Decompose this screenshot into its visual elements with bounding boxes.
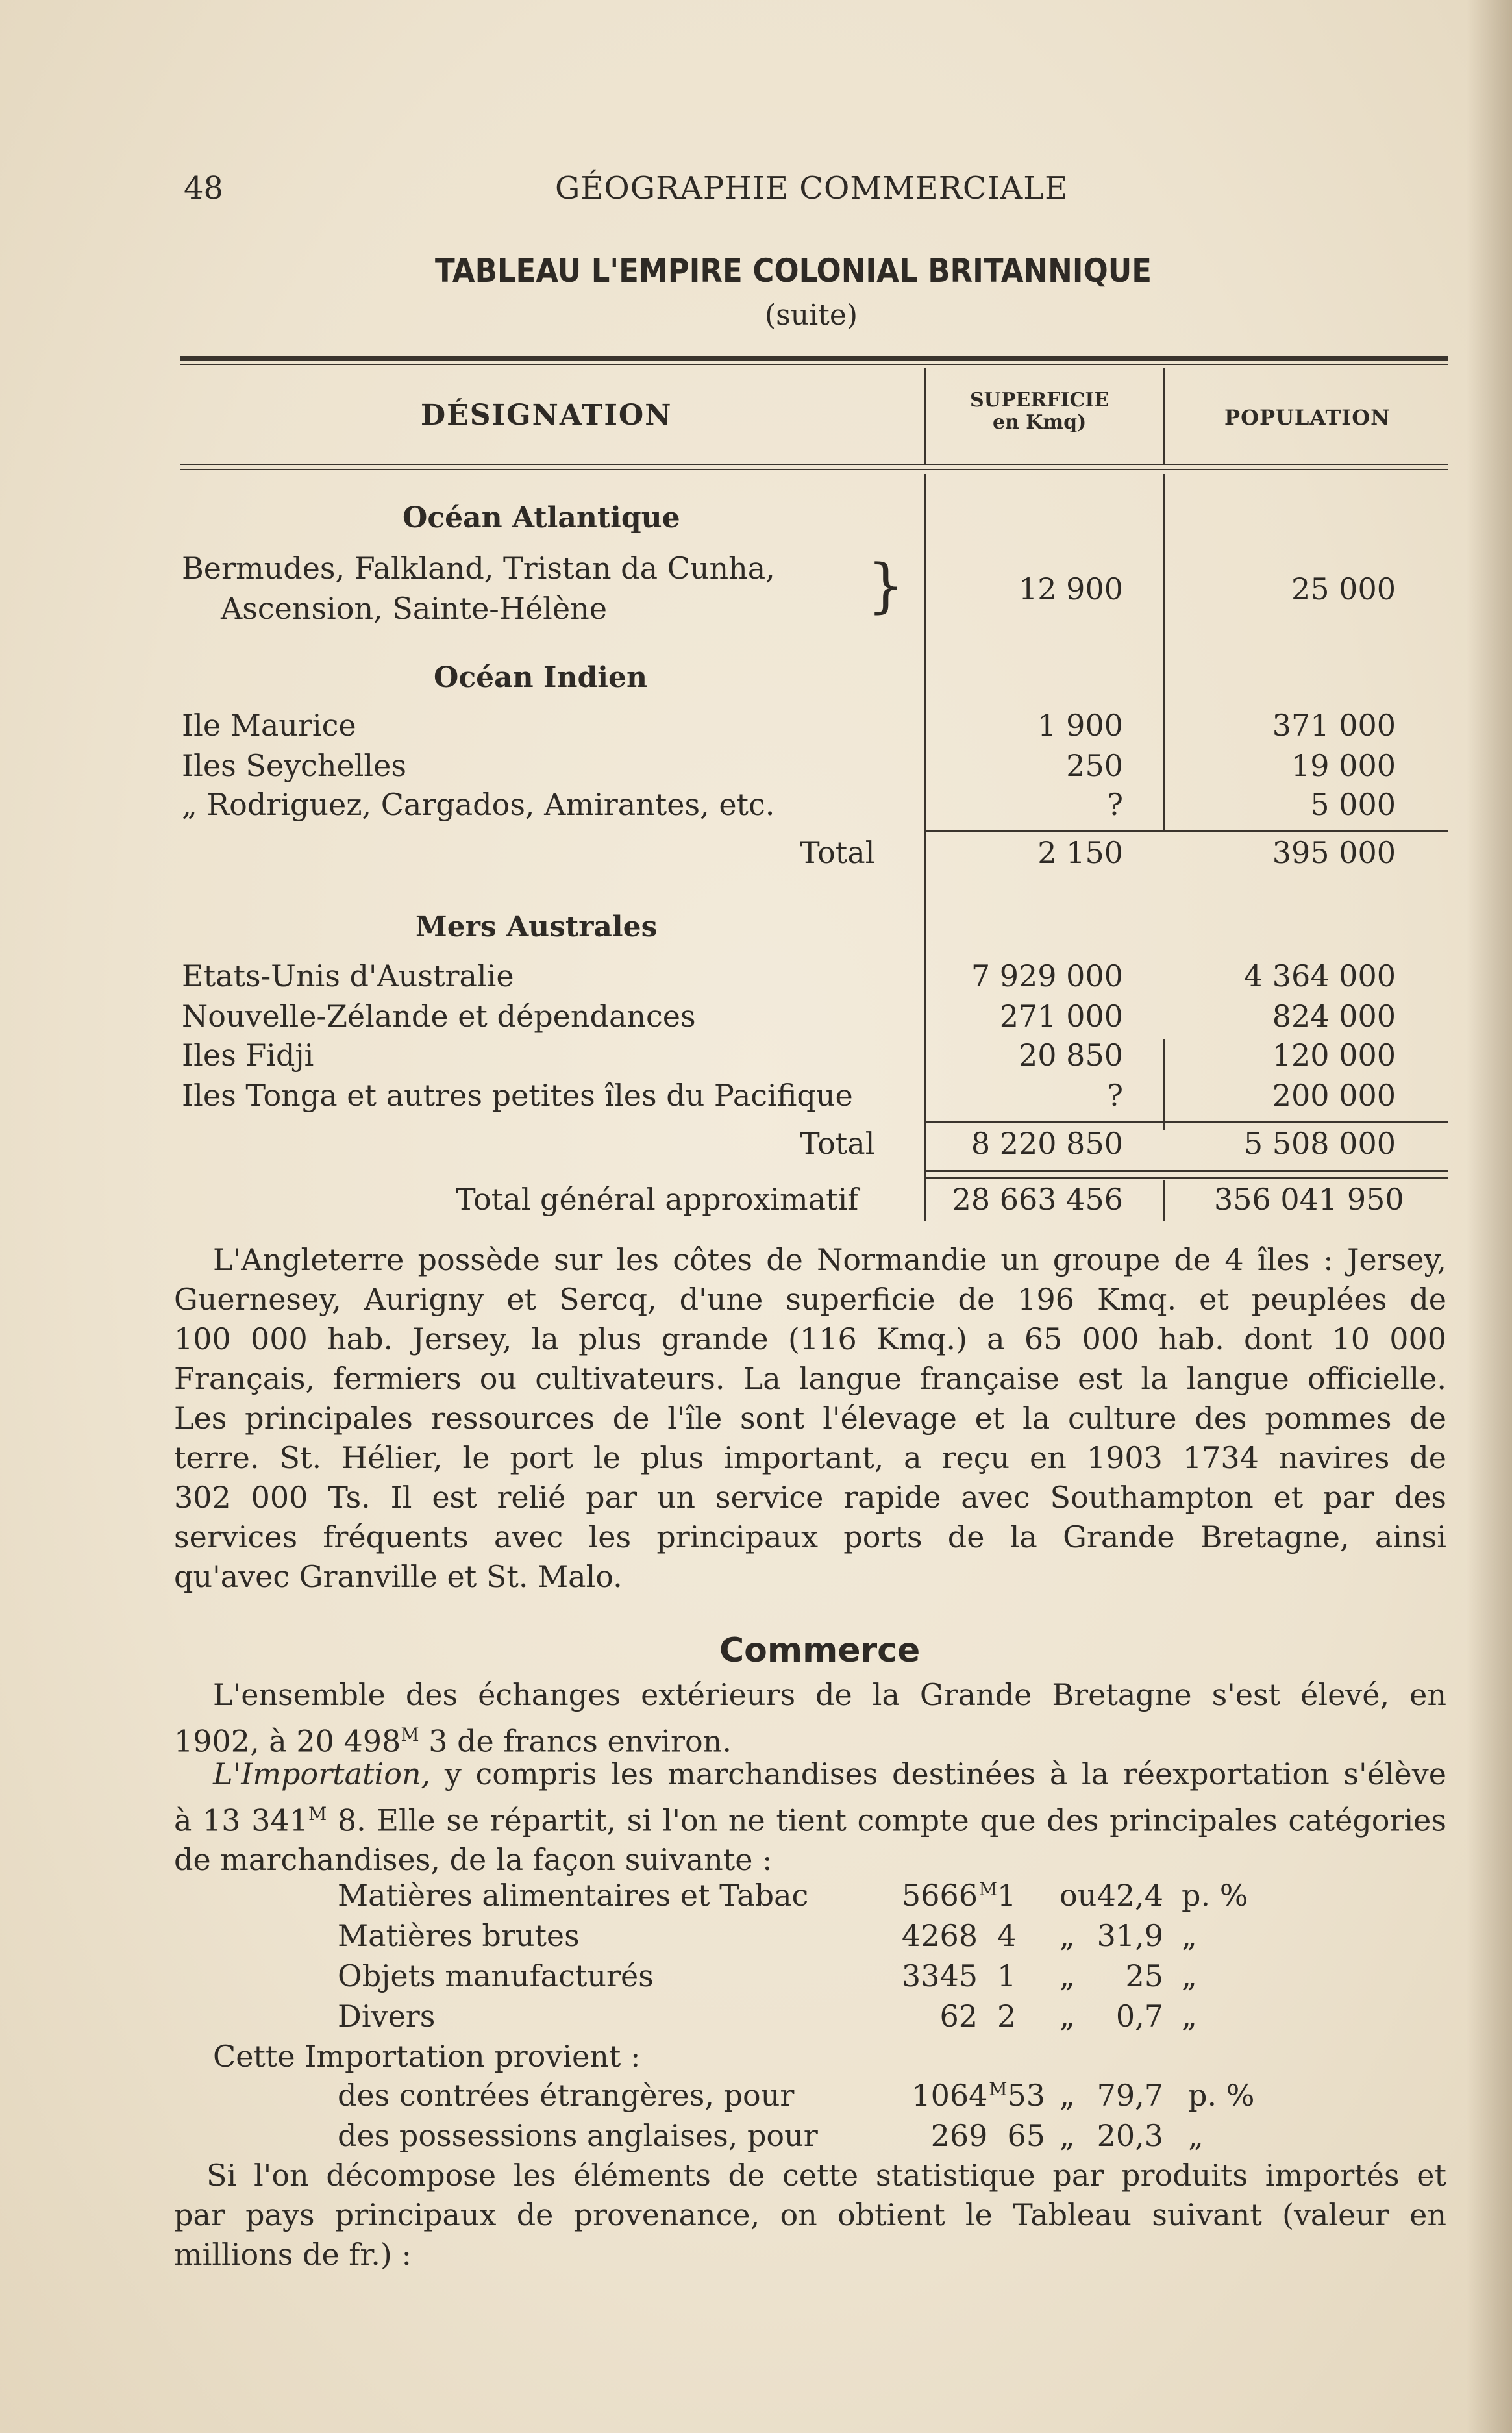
grand-total-rule-2 [924,1177,1448,1179]
paragraph-line: services fréquents avec les principaux ports de la Grande Bretagne, ainsi [174,1519,1446,1554]
value-integer: 1064 [911,2078,988,2113]
list-item-value [844,2078,1045,2113]
paragraph-line: Français, fermiers ou cultivateurs. La langue française est la langue officielle. [174,1361,1446,1396]
commerce-paragraph-2 [174,1754,1446,1880]
header-col-divider-1 [924,368,926,464]
total-population: 395 000 [1272,835,1396,870]
list-item-unit: „ [1188,2118,1204,2153]
table-cell-population: 824 000 [1272,999,1396,1034]
grand-total-rule [924,1170,1448,1172]
value-decimal: 2 [997,1999,1017,2034]
table-cell-population: 371 000 [1272,708,1396,743]
list-item-label: des possessions anglaises, pour [338,2118,818,2153]
col-header-superficie [970,390,1109,434]
table-cell-population: 200 000 [1272,1078,1396,1113]
superscript: M [401,1724,419,1745]
list-item-value [863,1958,1032,1993]
list-item-separator: „ [1060,1958,1075,1993]
list-item-separator: „ [1060,1918,1075,1953]
paragraph-line: qu'avec Granville et St. Malo. [174,1559,623,1594]
section-heading: Mers Australes [415,910,658,943]
list-item-unit: p. % [1188,2078,1255,2113]
paragraph-line: Guernesey, Aurigny et Sercq, d'une superficie de 196 Kmq. et peuplées de [174,1282,1446,1317]
total-population: 5 508 000 [1243,1126,1396,1161]
section-heading: Océan Atlantique [403,501,680,534]
list-item-unit: „ [1182,1958,1197,1993]
col-header-designation: DÉSIGNATION [421,399,673,432]
running-title: GÉOGRAPHIE COMMERCIALE [555,170,1069,206]
list-item-label: Objets manufacturés [338,1958,654,1993]
list-item-value [863,1999,1032,2034]
list-item-label: Divers [338,1999,436,2034]
total-superficie: 2 150 [1037,835,1123,870]
total-rule [924,830,1448,832]
paragraph-line [174,1794,1446,1840]
value-decimal: 65 [1007,2118,1045,2153]
value-decimal: 1 [997,1958,1017,1993]
grand-total-superficie: 28 663 456 [952,1182,1123,1217]
table-row-label: Iles Seychelles [182,748,406,783]
table-cell-population: 19 000 [1291,748,1396,783]
list-item-label: Matières brutes [338,1918,580,1953]
header-col-divider-2 [1163,368,1165,464]
paragraph-line: 302 000 Ts. Il est relié par un service rapide avec Southampton et par des [174,1480,1446,1515]
table-cell-superficie: 12 900 [1019,571,1123,606]
table-top-rule-thin [180,364,1448,365]
text-segment: à 13 341 [174,1803,308,1838]
total-label: Total [800,835,875,870]
list-item-separator: „ [1060,1999,1075,2034]
commerce-heading: Commerce [719,1631,921,1670]
paragraph-line: Si l'on décompose les éléments de cette statistique par produits importés et [206,2158,1446,2193]
list-item-separator: „ [1060,2118,1075,2153]
header-bottom-rule-2 [180,469,1448,470]
value-superscript: M [978,1878,997,1900]
closing-paragraph [174,2156,1446,2275]
table-cell-superficie: 250 [1066,748,1123,783]
paragraph-line: millions de fr.) : [174,2237,412,2272]
commerce-paragraph-1 [174,1675,1446,1761]
total-label: Total [800,1126,875,1161]
table-top-rule [180,356,1448,361]
table-cell-superficie: 7 929 000 [971,958,1123,993]
table-row-label: Iles Fidji [182,1038,314,1073]
table-cell-superficie: ? [1107,1078,1123,1113]
list-item-value [863,1918,1032,1953]
col-header-population: POPULATION [1224,405,1391,430]
list-item-label: Matières alimentaires et Tabac [338,1878,809,1913]
table-cell-population: 25 000 [1291,571,1396,606]
grand-total-label: Total général approximatif [456,1182,859,1217]
table-row-label: Iles Tonga et autres petites îles du Pacifique [182,1078,853,1113]
table-cell-superficie: 1 900 [1037,708,1123,743]
provenance-intro: Cette Importation provient : [213,2039,641,2074]
list-item-unit: „ [1182,1999,1197,2034]
list-item-percent: 79,7 [1097,2078,1163,2113]
col-divider-1 [924,474,926,1221]
table-row-label: Ile Maurice [182,708,356,743]
table-row-label: Ascension, Sainte-Hélène [221,591,607,626]
value-decimal: 1 [997,1878,1017,1913]
table-row-label: Etats-Unis d'Australie [182,958,514,993]
table-cell-superficie: 271 000 [999,999,1123,1034]
table-row-label: Bermudes, Falkland, Tristan da Cunha, [182,551,775,586]
page-edge-shadow [1467,0,1512,2433]
grand-total-population: 356 041 950 [1214,1182,1404,1217]
paragraph-line: terre. St. Hélier, le port le plus important, a reçu en 1903 1734 navires de [174,1440,1446,1475]
italic-term: L'Importation, [213,1756,431,1791]
paragraph-line: L'ensemble des échanges extérieurs de la Grande Bretagne s'est élevé, en [213,1677,1446,1712]
paragraph-line: 100 000 hab. Jersey, la plus grande (116 Kmq.) a 65 000 hab. dont 10 000 [174,1321,1446,1356]
table-cell-superficie: 20 850 [1019,1038,1123,1073]
text-segment: 8. Elle se répartit, si l'on ne tient compte que des principales catégories [337,1803,1446,1838]
value-decimal: 53 [1007,2078,1045,2113]
table-subtitle: (suite) [765,299,858,332]
text-segment: 3 de francs environ. [428,1723,732,1759]
value-decimal: 4 [997,1918,1017,1953]
header-bottom-rule [180,464,1448,465]
value-integer: 62 [939,1999,978,2034]
paragraph-line: L'Angleterre possède sur les côtes de Normandie un groupe de 4 îles : Jersey, [213,1242,1446,1277]
table-cell-superficie: ? [1107,787,1123,822]
paragraph-line [174,1754,1446,1794]
paragraph-line: par pays principaux de provenance, on obtient le Tableau suivant (valeur en [174,2197,1446,2232]
col-divider-2a [1163,474,1165,831]
table-title: TABLEAU L'EMPIRE COLONIAL BRITANNIQUE [435,252,1152,290]
list-item-percent: 25 [1125,1958,1163,1993]
list-item-percent: 0,7 [1115,1999,1163,2034]
table-cell-population: 4 364 000 [1243,958,1396,993]
value-integer: 5666 [901,1878,978,1913]
table-cell-population: 120 000 [1272,1038,1396,1073]
list-item-value [844,2118,1045,2153]
paragraph-line: de marchandises, de la façon suivante : [174,1842,773,1878]
col-header-superficie-line2: en Kmq) [992,411,1087,434]
brace: } [867,552,905,620]
table-row-label: „ Rodriguez, Cargados, Amirantes, etc. [182,787,775,822]
section-heading: Océan Indien [434,661,647,694]
paragraph-channel-islands [174,1240,1446,1597]
list-item-separator: ou [1060,1878,1097,1913]
table-row-label: Nouvelle-Zélande et dépendances [182,999,696,1034]
table-cell-population: 5 000 [1310,787,1396,822]
value-integer: 4268 [901,1918,978,1953]
value-integer: 269 [930,2118,988,2153]
total-rule [924,1121,1448,1123]
list-item-label: des contrées étrangères, pour [338,2078,795,2113]
value-integer: 3345 [901,1958,978,1993]
paragraph-line: Les principales ressources de l'île sont l'élevage et la culture des pommes de [174,1401,1446,1436]
list-item-percent: 42,4 [1097,1878,1163,1913]
text-segment: 1902, à 20 498 [174,1723,401,1759]
list-item-value [863,1878,1032,1913]
col-header-superficie-line1: SUPERFICIE [970,389,1109,412]
text-segment: y compris les marchandises destinées à la réexportation s'élève [430,1756,1446,1791]
total-superficie: 8 220 850 [971,1126,1123,1161]
list-item-unit: „ [1182,1918,1197,1953]
page-number: 48 [184,170,224,206]
col-divider-2c [1163,1180,1165,1221]
value-superscript: M [989,2078,1008,2100]
list-item-percent: 20,3 [1097,2118,1163,2153]
list-item-separator: „ [1060,2078,1075,2113]
superscript: M [308,1803,327,1825]
list-item-unit: p. % [1182,1878,1248,1913]
col-divider-2b [1163,1039,1165,1130]
list-item-percent: 31,9 [1097,1918,1163,1953]
